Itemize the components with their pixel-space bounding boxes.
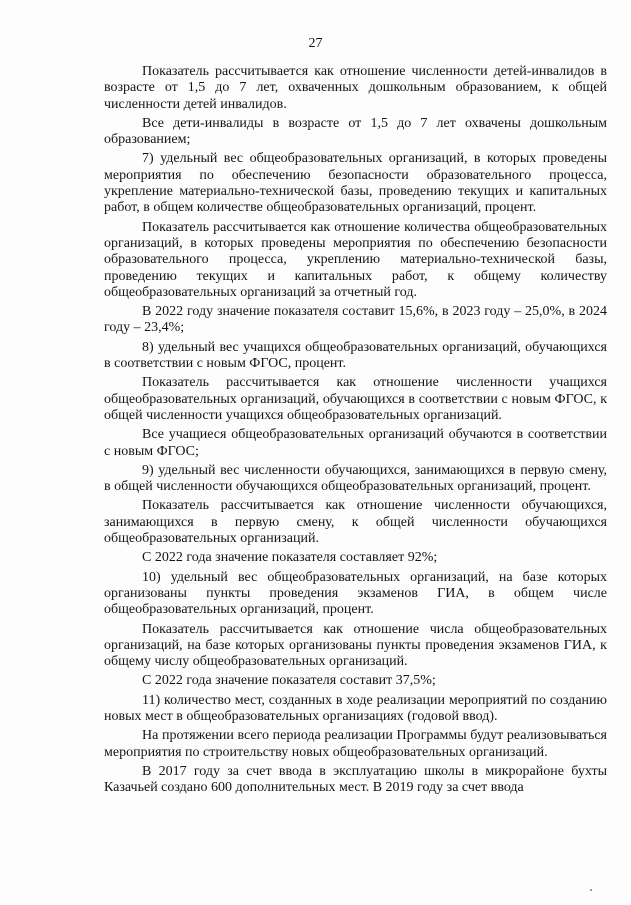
paragraph: Показатель рассчитывается как отношение численности обучающихся, занимающихся в первую смену, к общей численности обучающихся общеобразовательных организаций.	[104, 498, 607, 547]
paragraph: Показатель рассчитывается как отношение количества общеобразовательных организаций, в которых проведены мероприятия по обеспечению безопасности образовательного процесса, укреплению материально-технической базы, проведению текущих и капитальных работ, к общему количеству общеобразовательных организаций за отчетный год.	[104, 219, 607, 300]
scan-speck	[590, 889, 592, 891]
paragraph: 11) количество мест, созданных в ходе реализации мероприятий по созданию новых мест в общеобразовательных организациях (годовой ввод).	[104, 692, 607, 724]
paragraph: Все учащиеся общеобразовательных организаций обучаются в соответствии с новым ФГОС;	[104, 427, 607, 459]
paragraph: В 2017 году за счет ввода в эксплуатацию школы в микрорайоне бухты Казачьей создано 600 дополнительных мест. В 2019 году за счет ввода	[104, 763, 607, 796]
paragraph: Показатель рассчитывается как отношение численности учащихся общеобразовательных организаций, обучающихся в соответствии с новым ФГОС, к общей численности учащихся общеобразовательных организаций.	[104, 375, 607, 423]
paragraph: На протяжении всего периода реализации Программы будут реализовываться мероприятия по строительству новых общеобразовательных организаций.	[104, 728, 607, 760]
page-number: 27	[308, 36, 323, 51]
paragraph: 8) удельный вес учащихся общеобразовательных организаций, обучающихся в соответствии с новым ФГОС, процент.	[104, 339, 607, 372]
paragraph: 9) удельный вес численности обучающихся, занимающихся в первую смену, в общей численности обучающихся общеобразовательных организаций, процент.	[104, 462, 607, 495]
document-body	[104, 64, 607, 799]
paragraph: 7) удельный вес общеобразовательных организаций, в которых проведены мероприятия по обеспечению безопасности образовательного процесса, укрепление материально-технической базы, проведению текущих и капитальных работ, в общем количестве общеобразовательных организаций, процент.	[104, 151, 607, 216]
paragraph: В 2022 году значение показателя составит 15,6%, в 2023 году – 25,0%, в 2024 году – 23,4%;	[104, 304, 607, 336]
paragraph: Показатель рассчитывается как отношение численности детей-инвалидов в возрасте от 1,5 до 7 лет, охваченных дошкольным образованием, к общей численности детей инвалидов.	[104, 64, 607, 112]
paragraph: 10) удельный вес общеобразовательных организаций, на базе которых организованы пункты проведения экзаменов ГИА, в общем числе общеобразовательных организаций, процент.	[104, 569, 607, 618]
paragraph: С 2022 года значение показателя составляет 92%;	[142, 550, 438, 566]
paragraph: С 2022 года значение показателя составит 37,5%;	[142, 673, 436, 689]
paragraph: Все дети-инвалиды в возрасте от 1,5 до 7 лет охвачены дошкольным образованием;	[104, 115, 607, 148]
paragraph: Показатель рассчитывается как отношение числа общеобразовательных организаций, на базе которых организованы пункты проведения экзаменов ГИА, к общему числу общеобразовательных организаций.	[104, 621, 607, 670]
